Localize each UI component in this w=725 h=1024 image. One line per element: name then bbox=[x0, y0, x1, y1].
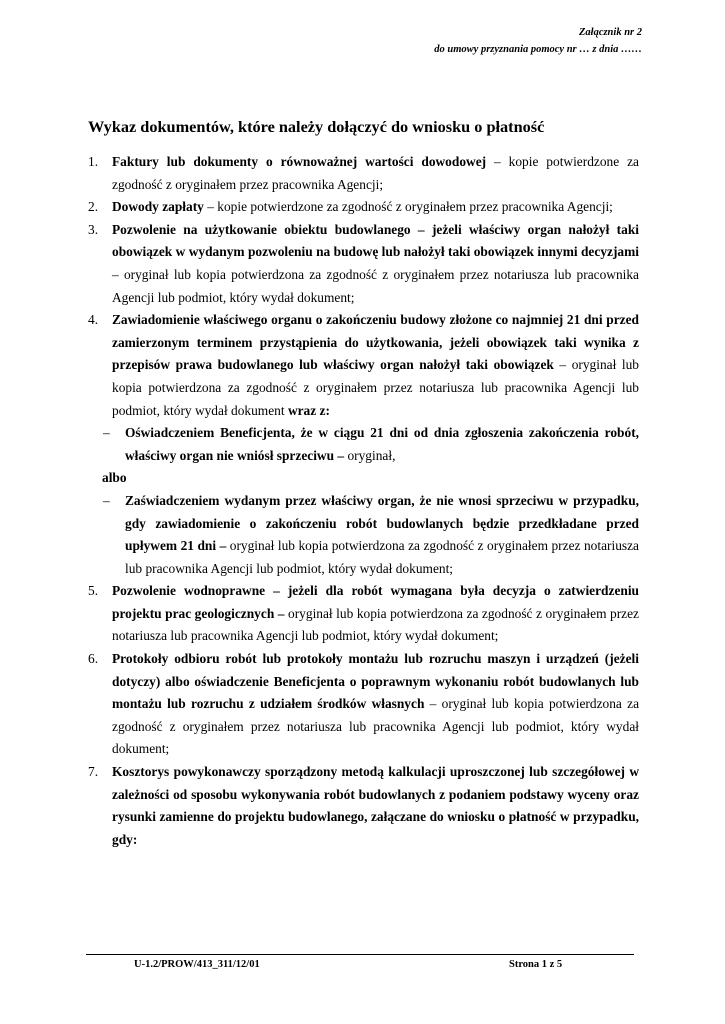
item-bold-text: Faktury lub dokumenty o równoważnej wartości dowodowej bbox=[112, 154, 487, 169]
sub-item-certificate bbox=[88, 490, 639, 580]
item-bold-text: Dowody zapłaty bbox=[112, 199, 204, 215]
list-item-6 bbox=[88, 648, 639, 761]
page-number: Strona 1 z 5 bbox=[509, 959, 563, 970]
item-bold-text: Pozwolenie wodnoprawne – jeżeli dla robót wymagana była decyzja o zatwierdzeniu projektu prac geologicznych – bbox=[112, 583, 639, 621]
item-tail-text: wraz z: bbox=[287, 402, 330, 418]
sub-item-text: oryginał, bbox=[344, 447, 396, 463]
sub-item-bold-text: Zaświadczeniem wydanym przez właściwy organ, że nie wnosi sprzeciwu w przypadku, gdy zawiadomienie o zakończeniu robót budowlanych będzie przedkładane przed upływem 21 dni – bbox=[125, 492, 639, 554]
item-number: 3. bbox=[88, 221, 99, 237]
item-number: 1. bbox=[88, 154, 99, 169]
dash-bullet: – bbox=[103, 492, 110, 508]
albo-separator: albo bbox=[102, 470, 127, 486]
item-text: – oryginał lub kopia potwierdzona za zgodność z oryginałem przez notariusza lub pracownika Agencji lub podmiot, który wydał dokument; bbox=[112, 266, 639, 305]
item-bold-text: Protokoły odbioru robót lub protokoły montażu lub rozruchu maszyn i urządzeń (jeżeli dotyczy) albo oświadczenie Beneficjenta o poprawnym wykonaniu robót budowlanych lub montażu lub rozruchu z udziałem środków własnych bbox=[112, 651, 639, 712]
document-code: U-1.2/PROW/413_311/12/01 bbox=[134, 959, 260, 970]
item-text: – oryginał lub kopia potwierdzona za zgodność z oryginałem przez notariusza lub pracownika Agencji lub podmiot, który wydał dokument; bbox=[112, 696, 640, 757]
sub-item-statement bbox=[88, 422, 639, 467]
item-number: 2. bbox=[88, 199, 99, 215]
list-item-2 bbox=[88, 196, 639, 219]
list-item-3 bbox=[88, 219, 639, 309]
item-text: – kopie potwierdzone za zgodność z oryginałem przez pracownika Agencji; bbox=[203, 199, 613, 215]
item-bold-text: Zawiadomienie właściwego organu o zakończeniu budowy złożone co najmniej 21 dni przed zamierzonym terminem przystąpienia do użytkowania, jeżeli obowiązek taki wynika z przepisów prawa budowlanego lub właściwy organ nałożył taki obowiązek bbox=[112, 312, 639, 373]
sub-item-text: oryginał lub kopia potwierdzona za zgodność z oryginałem przez notariusza lub pracownika Agencji lub podmiot, który wydał dokument; bbox=[125, 538, 639, 576]
item-text: – oryginał lub kopia potwierdzona za zgodność z oryginałem przez notariusza lub pracownika Agencji lub podmiot, który wydał dokument bbox=[112, 357, 639, 418]
item-number: 5. bbox=[88, 583, 99, 599]
annex-reference: do umowy przyznania pomocy nr … z dnia …… bbox=[434, 44, 642, 55]
list-item-7 bbox=[88, 761, 639, 851]
sub-item-bold-text: Oświadczeniem Beneficjenta, że w ciągu 21 dni od dnia zgłoszenia zakończenia robót, właściwy organ nie wniósł sprzeciwu – bbox=[125, 425, 639, 463]
list-item-1 bbox=[88, 151, 639, 196]
annex-label: Załącznik nr 2 bbox=[578, 27, 642, 38]
dash-bullet: – bbox=[103, 425, 110, 441]
list-item-5 bbox=[88, 580, 639, 648]
footer-divider bbox=[86, 954, 634, 955]
item-number: 7. bbox=[88, 764, 99, 780]
page-title: Wykaz dokumentów, które należy dołączyć do wniosku o płatność bbox=[88, 117, 545, 136]
item-number: 4. bbox=[88, 312, 99, 328]
item-text: oryginał lub kopia potwierdzona za zgodność z oryginałem przez notariusza lub pracownika Agencji lub podmiot, który wydał dokument; bbox=[112, 605, 639, 644]
list-item-4 bbox=[88, 309, 639, 422]
item-text: – kopie potwierdzone za zgodność z oryginałem przez pracownika Agencji; bbox=[112, 154, 639, 192]
document-list bbox=[88, 151, 639, 851]
item-bold-text: Kosztorys powykonawczy sporządzony metodą kalkulacji uproszczonej lub szczegółowej w zależności od sposobu wykonywania robót budowlanych z podaniem podstawy wyceny oraz rysunki zamienne do projektu budowlanego, załączane do wniosku o płatność w przypadku, gdy: bbox=[112, 764, 639, 847]
item-bold-text: Pozwolenie na użytkowanie obiektu budowlanego – jeżeli właściwy organ nałożył taki obowiązek w wydanym pozwoleniu na budowę lub nałożył taki obowiązek innymi decyzjami bbox=[112, 221, 639, 260]
item-number: 6. bbox=[88, 651, 99, 667]
